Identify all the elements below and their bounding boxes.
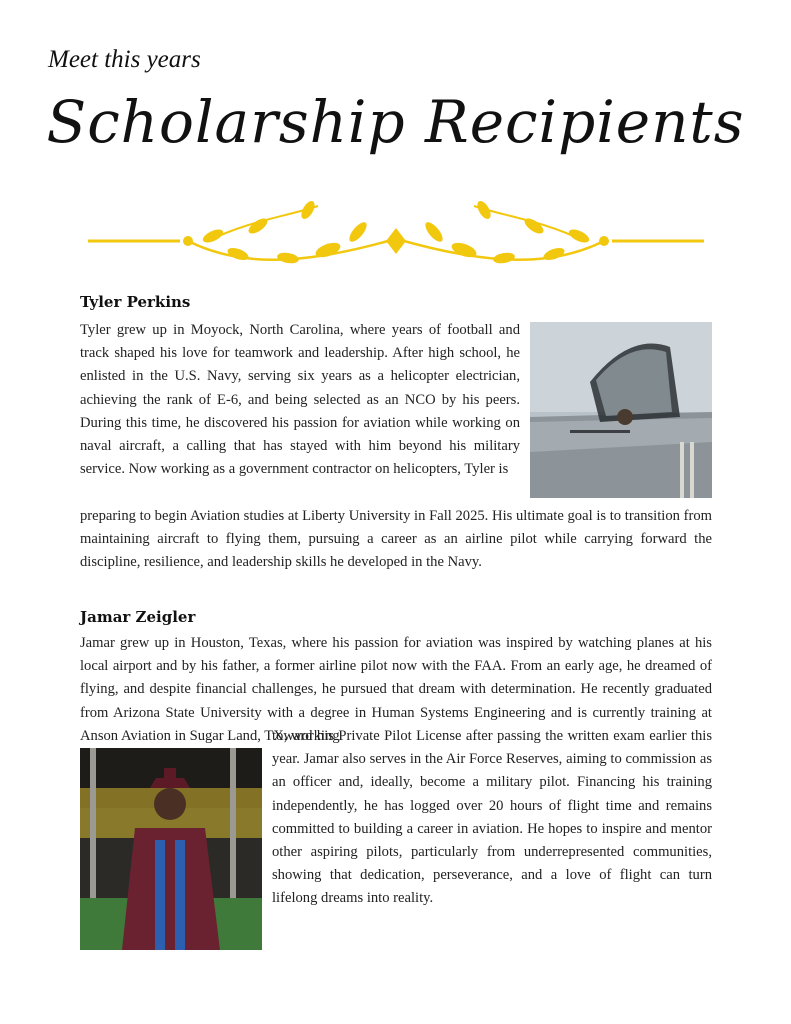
recipient-bio-tyler-wrapped: Tyler grew up in Moyock, North Carolina, where years of football and track shaped his love for teamwork and leadership. After high school, he enlisted in the U.S. Navy, serving six years as a helicopter electrician, achieving the rank of E-6, and being selected as an NCO by his peers. During this time, he discovered his passion for aviation while working on naval aircraft, a calling that has stayed with him beyond his military service. Now working as a government contractor on helicopters, Tyler is — [80, 322, 520, 478]
photo-tyler-jet-cockpit — [530, 322, 712, 498]
photo-jamar-graduation — [80, 748, 262, 950]
ornament-divider — [88, 196, 704, 268]
header-kicker: Meet this years — [48, 46, 201, 73]
page-title: Scholarship Recipients — [46, 88, 745, 156]
recipient-name-tyler: Tyler Perkins — [80, 293, 191, 311]
recipient-bio-jamar-wrapped: toward his Private Pilot License after passing the written exam earlier this year. Jamar also serves in the Air Force Reserves, aiming to commission as an officer and, ideally, become a military pilot. Financing his training independently, he has logged over 20 hours of flight time and remains committed to building a career in aviation. He hopes to inspire and mentor other aspiring pilots, particularly from underrepresented communities, showing that dedication, perseverance, and a love of flight can turn lifelong dreams into reality. — [272, 728, 712, 907]
recipient-bio-tyler-full: preparing to begin Aviation studies at Liberty University in Fall 2025. His ultimate goal is to transition from maintaining aircraft to flying them, pursuing a career as an airline pilot while carrying forward the discipline, resilience, and leadership skills he developed in the Navy. — [80, 508, 712, 571]
recipient-name-jamar: Jamar Zeigler — [80, 608, 196, 626]
recipient-bio-jamar-full: Jamar grew up in Houston, Texas, where his passion for aviation was inspired by watching planes at his local airport and by his father, a former airline pilot now with the FAA. From an early age, he dreamed of flying, and despite financial challenges, he pursued that dream with determination. He recently graduated from Arizona State University with a degree in Human Systems Engineering and is currently training at Anson Aviation in Sugar Land, TX, working — [80, 635, 712, 744]
